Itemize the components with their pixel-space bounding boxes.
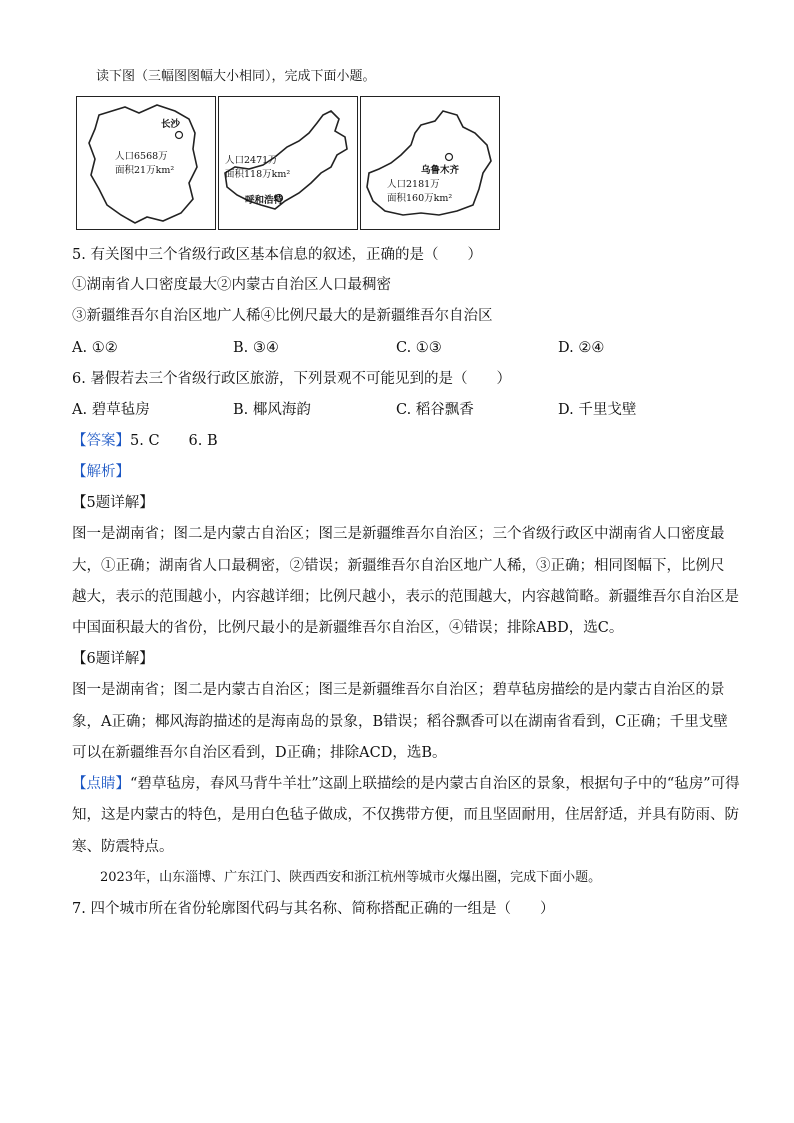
q5-stem: 5. 有关图中三个省级行政区基本信息的叙述，正确的是（ ） — [72, 247, 482, 263]
detail5-line-3: 越大，表示的范围越小，内容越详细；比例尺越小，表示的范围越大，内容越简略。新疆维吾尔自治区是 — [72, 589, 739, 605]
q5-option-b: B. ③④ — [233, 340, 279, 356]
q6-option-a: A. 碧草毡房 — [72, 402, 150, 418]
map-xinjiang — [360, 96, 500, 230]
q5-option-c: C. ①③ — [396, 340, 442, 356]
hunan-area: 面积21万km² — [115, 165, 175, 176]
detail6-line-1: 图一是湖南省；图二是内蒙古自治区；图三是新疆维吾尔自治区；碧草毡房描绘的是内蒙古自治区的景 — [72, 682, 725, 698]
detail6-line-3: 可以在新疆维吾尔自治区看到，D正确；排除ACD，选B。 — [72, 745, 447, 761]
map-hunan — [76, 96, 216, 230]
xinjiang-area: 面积160万km² — [387, 193, 453, 204]
q6-option-b: B. 椰风海韵 — [233, 402, 311, 418]
intro2-text: 2023年，山东淄博、广东江门、陕西西安和浙江杭州等城市火爆出圈，完成下面小题。 — [100, 870, 602, 885]
q5-statement-2: ③新疆维吾尔自治区地广人稀④比例尺最大的是新疆维吾尔自治区 — [72, 308, 493, 324]
map-neimenggu — [218, 96, 358, 230]
xinjiang-outline — [361, 97, 499, 229]
city-label-huhehaote: 呼和浩特 — [245, 195, 284, 206]
detail6-line-2: 象，A正确；椰风海韵描述的是海南岛的景象，B错误；稻谷飘香可以在湖南省看到，C正确；千里戈壁 — [72, 714, 728, 730]
note-tag: 【点睛】 — [72, 776, 130, 792]
province-maps — [76, 96, 500, 230]
q5-option-d: D. ②④ — [558, 340, 605, 356]
q5-statement-1: ①湖南省人口密度最大②内蒙古自治区人口最稠密 — [72, 277, 391, 293]
answer-tag: 【答案】 — [72, 433, 130, 449]
hunan-population: 人口6568万 — [115, 151, 168, 162]
q5-option-a: A. ①② — [72, 340, 118, 356]
q7-stem: 7. 四个城市所在省份轮廓图代码与其名称、简称搭配正确的一组是（ ） — [72, 901, 555, 917]
city-label-wulumuqi: 乌鲁木齐 — [421, 165, 460, 176]
note-line-1 — [72, 773, 740, 795]
xinjiang-population: 人口2181万 — [387, 179, 440, 190]
neimenggu-area: 面积118万km² — [225, 169, 291, 180]
detail5-line-2: 大，①正确；湖南省人口最稠密，②错误；新疆维吾尔自治区地广人稀，③正确；相同图幅下，比例尺 — [72, 558, 725, 574]
q6-stem: 6. 暑假若去三个省级行政区旅游，下列景观不可能见到的是（ ） — [72, 371, 511, 387]
detail5-title: 【5题详解】 — [72, 495, 154, 511]
analysis-tag: 【解析】 — [72, 464, 130, 480]
neimenggu-population: 人口2471万 — [225, 155, 278, 166]
note-text-1: “碧草毡房，春风马背牛羊壮”这副上联描绘的是内蒙古自治区的景象，根据句子中的“毡房”可得 — [130, 776, 740, 792]
answer-line — [72, 430, 218, 452]
hunan-outline — [77, 97, 215, 229]
city-label-changsha: 长沙 — [161, 119, 181, 130]
note-line-2: 知，这是内蒙古的特色，是用白色毡子做成，不仅携带方便，而且坚固耐用，住居舒适，并具有防雨、防 — [72, 807, 739, 823]
detail5-line-4: 中国面积最大的省份，比例尺最小的是新疆维吾尔自治区，④错误；排除ABD，选C。 — [72, 620, 624, 636]
intro-text: 读下图（三幅图图幅大小相同），完成下面小题。 — [96, 69, 376, 84]
q6-option-c: C. 稻谷飘香 — [396, 402, 474, 418]
note-line-3: 寒、防震特点。 — [72, 839, 174, 855]
detail5-line-1: 图一是湖南省；图二是内蒙古自治区；图三是新疆维吾尔自治区；三个省级行政区中湖南省人口密度最 — [72, 526, 725, 542]
detail6-title: 【6题详解】 — [72, 651, 154, 667]
q6-option-d: D. 千里戈壁 — [558, 402, 637, 418]
answer-text: 5. C 6. B — [130, 433, 218, 449]
